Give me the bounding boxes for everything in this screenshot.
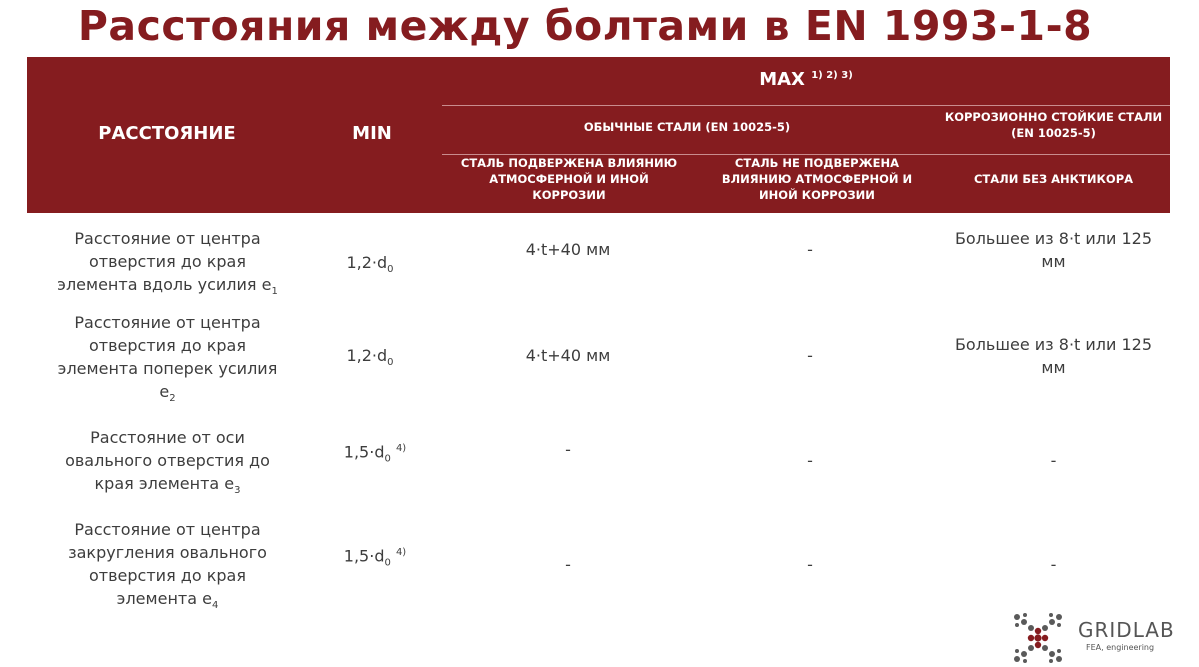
stainless-line: мм	[1041, 358, 1066, 377]
min-footnote: 4)	[395, 443, 407, 454]
distance-line: отверстия до края	[89, 336, 246, 355]
header-min: MIN	[352, 123, 392, 144]
table-row-2-exposed: 4·t+40 мм	[525, 346, 611, 365]
distance-subscript: 3	[234, 485, 241, 497]
min-value: 1,2·d	[346, 346, 388, 365]
distance-line: отверстия до края	[89, 252, 246, 271]
table-row-2-min	[335, 344, 405, 374]
header-sub-exposed-line: АТМОСФЕРНОЙ И ИНОЙ	[489, 172, 649, 186]
header-sub-not-exposed-line: ИНОЙ КОРРОЗИИ	[759, 188, 875, 202]
min-subscript: 0	[387, 357, 394, 369]
min-subscript: 0	[384, 557, 391, 569]
distance-line: края элемента $e_3$	[94, 474, 241, 497]
distance-line: овального отверстия до	[65, 451, 270, 470]
table-row-4-min	[330, 541, 420, 575]
header-max-label: MAX	[759, 69, 805, 90]
stainless-line: Большее из 8·t или 125	[954, 229, 1153, 248]
header-sub-exposed	[454, 155, 684, 203]
table-row-2-distance	[40, 311, 295, 410]
header-divider	[442, 105, 1170, 106]
distance-line: $e_2$	[159, 382, 176, 405]
table-row-2-stainless	[935, 333, 1172, 379]
header-sub-exposed-line: КОРРОЗИИ	[532, 188, 606, 202]
logo-tagline: FEA, engineering	[1086, 643, 1155, 652]
table-row-4-distance	[40, 518, 295, 617]
distance-line: отверстия до края	[89, 566, 246, 585]
header-distance: РАССТОЯНИЕ	[98, 123, 236, 144]
header-sub-not-exposed-line: ВЛИЯНИЮ АТМОСФЕРНОЙ И	[721, 172, 913, 186]
table-row-1-min	[335, 251, 405, 281]
header-group-stainless	[937, 109, 1170, 141]
table-row-1-stainless	[935, 227, 1172, 273]
min-value: 1,5·d	[343, 442, 385, 462]
header-max	[442, 69, 1170, 90]
min-footnote: 4)	[395, 547, 407, 558]
table-row-4-stainless: -	[1050, 555, 1057, 574]
distance-subscript: 2	[169, 393, 176, 405]
gridlab-x-logo-icon	[1013, 613, 1063, 663]
stainless-line: мм	[1041, 252, 1066, 271]
table-row-3-not-exposed: -	[807, 451, 813, 470]
distance-subscript: 4	[211, 600, 219, 612]
min-value: 1,2·d	[346, 253, 388, 272]
distance-line: элемента поперек усилия	[57, 359, 278, 378]
table-row-3-min	[330, 437, 420, 471]
header-max-notes: 1) 2) 3)	[811, 70, 853, 81]
header-sub-not-exposed	[707, 155, 927, 203]
header-sub-exposed-line: СТАЛЬ ПОДВЕРЖЕНА ВЛИЯНИЮ	[460, 156, 678, 170]
table-row-3-stainless: -	[1050, 451, 1057, 470]
min-subscript: 0	[384, 453, 391, 465]
distance-line: Расстояние от центра	[74, 229, 261, 248]
distance-line: закругления овального	[68, 543, 267, 562]
distance-line: Расстояние от центра	[74, 520, 261, 539]
min-value: 1,5·d	[343, 546, 385, 566]
distance-line: элемента $e_4$	[116, 589, 219, 612]
page-title: Расстояния между болтами в EN 1993-1-8	[77, 2, 1093, 50]
distance-line: элемента вдоль усилия $e_1$	[57, 275, 278, 298]
table-row-1-not-exposed: -	[807, 240, 813, 259]
min-subscript: 0	[387, 264, 394, 276]
table-header	[27, 57, 1170, 213]
table-row-1-exposed: 4·t+40 мм	[525, 240, 611, 259]
table-row-3-exposed: -	[565, 440, 571, 459]
distance-subscript: 1	[271, 286, 278, 298]
header-group-stainless-line: КОРРОЗИОННО СТОЙКИЕ СТАЛИ	[944, 110, 1163, 124]
table-row-4-not-exposed: -	[807, 555, 813, 574]
table-row-3-distance	[40, 426, 295, 502]
header-sub-not-exposed-line: СТАЛЬ НЕ ПОДВЕРЖЕНА	[734, 156, 900, 170]
table-row-1-distance	[40, 227, 295, 303]
logo-name: GRIDLAB	[1078, 618, 1175, 642]
table-row-4-exposed: -	[565, 555, 571, 574]
distance-line: Расстояние от оси	[90, 428, 245, 447]
stainless-line: Большее из 8·t или 125	[954, 335, 1153, 354]
header-sub-stainless: СТАЛИ БЕЗ АНКТИКОРА	[973, 172, 1134, 186]
header-group-regular: ОБЫЧНЫЕ СТАЛИ (EN 10025-5)	[583, 120, 791, 134]
header-group-stainless-line: (EN 10025-5)	[1011, 126, 1096, 140]
distance-line: Расстояние от центра	[74, 313, 261, 332]
table-row-2-not-exposed: -	[807, 346, 813, 365]
